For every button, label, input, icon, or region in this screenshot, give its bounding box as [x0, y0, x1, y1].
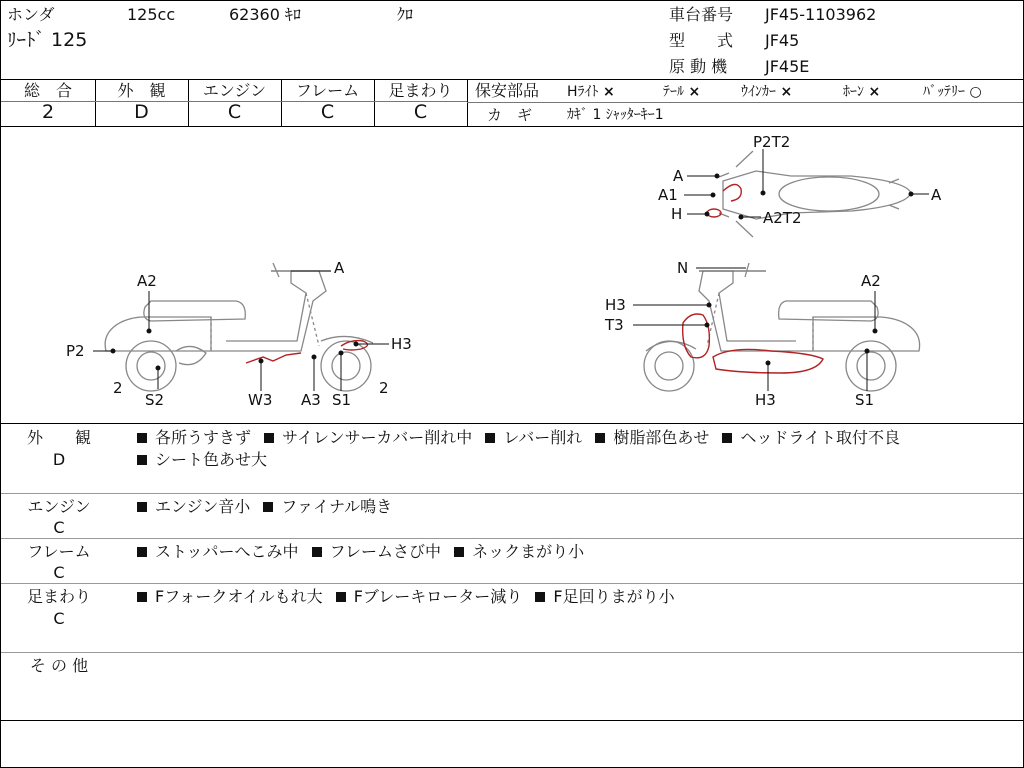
divider — [1, 538, 1023, 539]
mileage: 62360 ｷﾛ — [229, 5, 301, 24]
label-left-front-grade: 2 — [379, 379, 389, 397]
frame-no-label: 車台番号 — [669, 5, 734, 24]
safety-label: 保安部品 — [475, 81, 540, 100]
divider — [1, 493, 1023, 494]
frame-grade: C — [320, 101, 335, 123]
remarks-exterior-grade: D — [52, 450, 66, 469]
divider — [1, 423, 1023, 424]
divider — [1, 583, 1023, 584]
displacement: 125cc — [127, 5, 176, 24]
engine-type-value: JF45E — [765, 57, 810, 76]
label-top-p2t2: P2T2 — [753, 133, 791, 151]
label-left-a: A — [334, 259, 345, 277]
frame-no: JF45-1103962 — [765, 5, 877, 24]
safety-item-tail: ﾃｰﾙ × — [663, 84, 701, 100]
label-top-h: H — [671, 205, 683, 223]
engine-type-label: 原 動 機 — [669, 57, 728, 76]
divider — [467, 102, 1023, 103]
label-right-a2: A2 — [861, 272, 881, 290]
label-right-t3: T3 — [605, 316, 624, 334]
divider — [1, 79, 1023, 80]
label-left-s2: S2 — [145, 391, 165, 409]
label-left-p2: P2 — [66, 342, 85, 360]
label-left-rear-grade: 2 — [113, 379, 123, 397]
engine-label: エンジン — [202, 81, 267, 100]
callouts-top — [684, 149, 929, 219]
engine-grade: C — [227, 101, 242, 123]
damage-marks-right — [683, 314, 823, 373]
remarks-engine-grade: C — [53, 518, 65, 537]
remarks-frame-line-1: ストッパーへこみ中 フレームさび中 ネックまがり小 — [135, 543, 584, 561]
label-right-h3-upper: H3 — [605, 296, 626, 314]
remarks-frame-grade: C — [53, 563, 65, 582]
remarks-exterior-line-1: 各所うすきず サイレンサーカバー削れ中 レバー削れ 樹脂部色あせ ヘッドライト取付不良 — [135, 429, 900, 447]
label-top-a2t2: A2T2 — [763, 209, 802, 227]
remarks-exterior-line-2: シート色あせ大 — [135, 451, 267, 469]
safety-item-winker: ｳｲﾝｶｰ × — [741, 84, 793, 100]
body-color: ｸﾛ — [397, 5, 414, 24]
label-left-s1: S1 — [332, 391, 352, 409]
label-left-w3: W3 — [248, 391, 273, 409]
key-value: ｶｷﾞ 1 ｼｬｯﾀｰｷｰ1 — [567, 107, 664, 123]
frame-label: フレーム — [295, 81, 360, 100]
damage-marks-top — [707, 184, 741, 217]
overall-label: 総 合 — [23, 81, 72, 100]
remarks-suspension-line-1: Fフォークオイルもれ大 Fブレーキローター減り F足回りまがり小 — [135, 588, 675, 606]
remarks-other-label: そ の 他 — [29, 656, 89, 675]
damage-diagram — [1, 127, 1023, 423]
remarks-exterior-label: 外 観 — [26, 428, 91, 447]
remarks-engine-label: エンジン — [27, 497, 91, 516]
remarks-suspension-label: 足まわり — [26, 587, 91, 606]
label-left-a3: A3 — [301, 391, 321, 409]
suspension-grade: C — [413, 101, 428, 123]
label-top-a1: A1 — [658, 186, 678, 204]
type-value: JF45 — [765, 31, 800, 50]
remarks-suspension-grade: C — [53, 609, 65, 628]
remarks-frame-label: フレーム — [27, 542, 91, 561]
label-left-h3: H3 — [391, 335, 412, 353]
safety-item-battery: ﾊﾞｯﾃﾘｰ ○ — [923, 84, 982, 100]
divider — [1, 652, 1023, 653]
exterior-grade: D — [134, 101, 149, 123]
safety-item-horn: ﾎｰﾝ × — [843, 84, 881, 100]
label-right-n: N — [677, 259, 689, 277]
label-right-s1: S1 — [855, 391, 875, 409]
model-name: ﾘｰﾄﾞ 125 — [7, 29, 88, 51]
suspension-label: 足まわり — [388, 81, 453, 100]
overall-grade: 2 — [41, 101, 55, 123]
divider — [1, 720, 1023, 721]
safety-item-headlight: Hﾗｲﾄ × — [567, 84, 615, 100]
type-label: 型 式 — [669, 31, 734, 50]
exterior-label: 外 観 — [117, 81, 166, 100]
remarks-engine-line-1: エンジン音小 ファイナル鳴き — [135, 498, 392, 516]
maker: ホンダ — [7, 5, 55, 24]
label-top-rear-a: A — [931, 186, 942, 204]
label-right-h3-lower: H3 — [755, 391, 776, 409]
label-left-a2: A2 — [137, 272, 157, 290]
scooter-top-view — [719, 151, 911, 237]
label-top-a: A — [673, 167, 684, 185]
key-label: カ ギ — [487, 106, 533, 124]
